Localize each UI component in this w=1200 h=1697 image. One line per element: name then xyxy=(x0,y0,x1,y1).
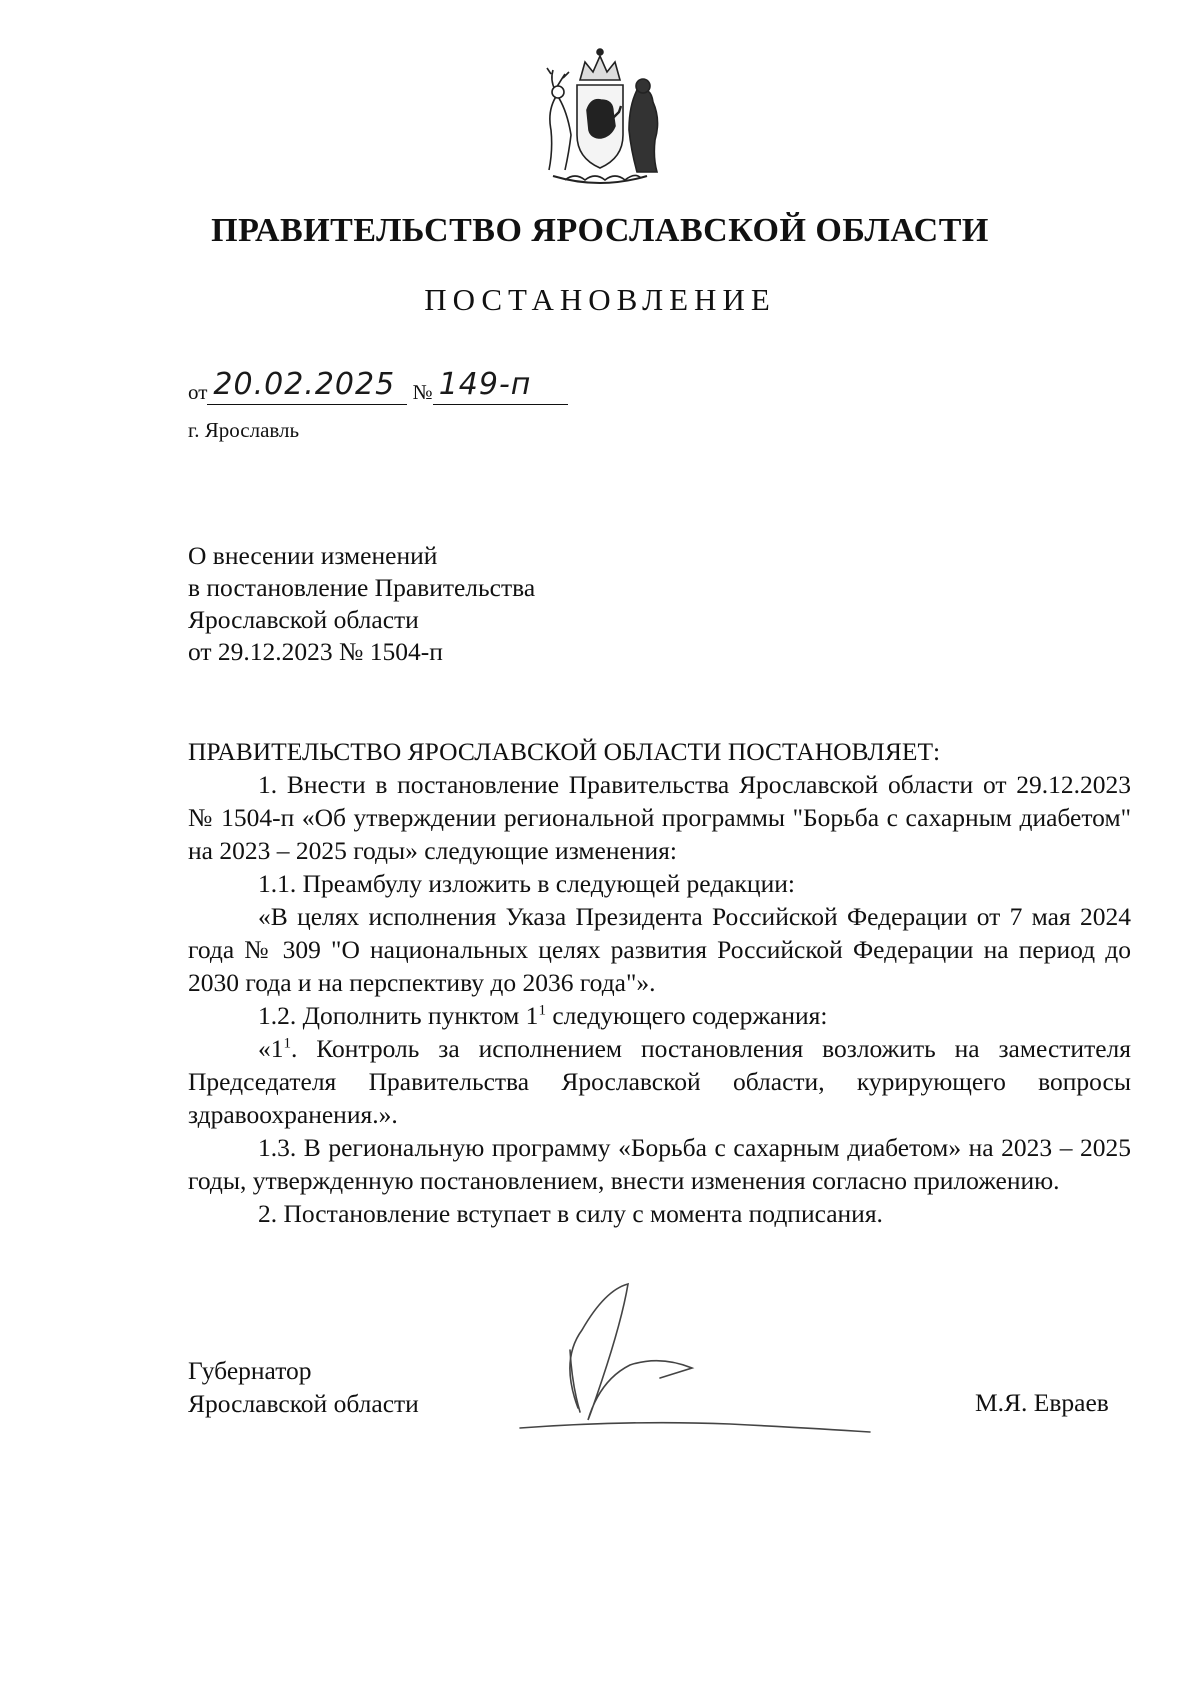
signatory-name: М.Я. Евраев xyxy=(975,1388,1109,1417)
handwritten-number: 149-п xyxy=(438,367,532,402)
from-label: от xyxy=(188,380,208,404)
date-field xyxy=(207,367,407,405)
position-line: Губернатор xyxy=(188,1356,312,1385)
signatory-position xyxy=(188,1354,419,1420)
city: г. Ярославль xyxy=(188,418,300,442)
superscript: 1 xyxy=(538,1002,546,1019)
handwritten-signature xyxy=(510,1270,930,1450)
coat-of-arms-emblem xyxy=(525,40,675,190)
position-line: Ярославской области xyxy=(188,1389,419,1418)
handwritten-date: 20.02.2025 xyxy=(213,367,396,402)
subject-line: в постановление Правительства xyxy=(188,573,536,602)
item-1-2-content xyxy=(188,1032,1131,1131)
number-field xyxy=(433,367,568,405)
subject-line: О внесении изменений xyxy=(188,541,438,570)
item-1-2-content-rest: . Контроль за исполнением постановления возложить на заместителя Председателя Правительства Ярославской области, курирующего вопросы здравоохранения.». xyxy=(188,1034,1131,1129)
subject-line: Ярославской области xyxy=(188,605,419,634)
subject-line: от 29.12.2023 № 1504-п xyxy=(188,637,443,666)
document-type: ПОСТАНОВЛЕНИЕ xyxy=(424,282,776,317)
item-1-2 xyxy=(188,999,1131,1032)
number-label: № xyxy=(412,380,433,404)
item-1-2-content-open: «1 xyxy=(258,1034,284,1063)
date-number-line xyxy=(188,367,568,405)
item-1-3: 1.3. В региональную программу «Борьба с сахарным диабетом» на 2023 – 2025 годы, утвержденную постановлением, внести изменения согласно приложению. xyxy=(188,1133,1131,1195)
government-name: ПРАВИТЕЛЬСТВО ЯРОСЛАВСКОЙ ОБЛАСТИ xyxy=(211,212,989,249)
superscript: 1 xyxy=(283,1035,291,1052)
item-1-1-text: «В целях исполнения Указа Президента Российской Федерации от 7 мая 2024 года № 309 "О национальных целях развития Российской Федерации на период до 2030 года и на перспективу до 2036 года"». xyxy=(188,902,1131,997)
item-1-2-text-end: следующего содержания: xyxy=(545,1001,828,1030)
document-subject xyxy=(188,540,535,668)
decree-heading: ПРАВИТЕЛЬСТВО ЯРОСЛАВСКОЙ ОБЛАСТИ ПОСТАНОВЛЯЕТ: xyxy=(188,737,941,766)
item-1: 1. Внести в постановление Правительства Ярославской области от 29.12.2023 № 1504-п «Об утверждении региональной программы "Борьба с сахарным диабетом" на 2023 – 2025 годы» следующие изменения: xyxy=(188,770,1131,865)
item-1-2-text: 1.2. Дополнить пунктом 1 xyxy=(258,1001,539,1030)
document-body xyxy=(188,735,1131,1230)
item-2: 2. Постановление вступает в силу с момента подписания. xyxy=(258,1199,883,1228)
item-1-1: 1.1. Преамбулу изложить в следующей редакции: xyxy=(258,869,795,898)
